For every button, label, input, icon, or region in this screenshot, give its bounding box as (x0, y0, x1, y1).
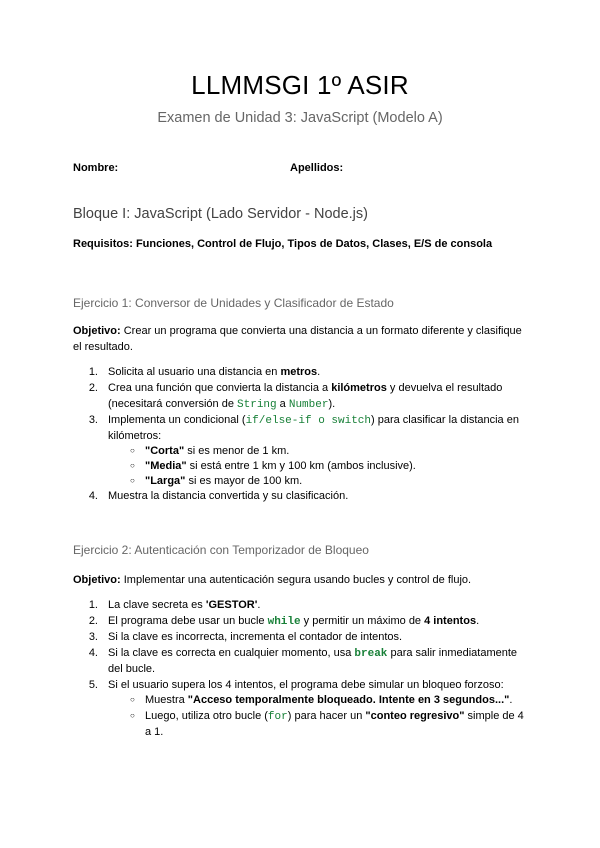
document-subtitle: Examen de Unidad 3: JavaScript (Modelo A) (157, 110, 443, 126)
list-item: Implementa un condicional (if/else-if o switch) para clasificar la distancia en (108, 414, 519, 427)
list-item: Si la clave es incorrecta, incrementa el contador de intentos. (108, 631, 403, 643)
exercise-1-title: Ejercicio 1: Conversor de Unidades y Clasificador de Estado (73, 296, 394, 310)
exercise-1-objective (73, 323, 543, 339)
step-number: 5. (88, 679, 98, 691)
list-item: El programa debe usar un bucle while y permitir un máximo de 4 intentos. (108, 615, 480, 628)
bullet-icon: ○ (130, 711, 135, 720)
code-break: break (354, 648, 388, 660)
list-item-cont: kilómetros: (108, 430, 162, 442)
sub-item-cont: a 1. (145, 726, 164, 738)
list-item: Si el usuario supera los 4 intentos, el programa debe simular un bloqueo forzoso: (108, 679, 504, 691)
block-title: Bloque I: JavaScript (Lado Servidor - Node.js) (73, 206, 368, 222)
bullet-icon: ○ (130, 476, 135, 485)
code-number: Number (288, 399, 329, 411)
step-number: 4. (88, 490, 98, 502)
step-number: 4. (88, 647, 98, 659)
step-number: 1. (88, 599, 98, 611)
step-number: 3. (88, 631, 98, 643)
sub-item: "Corta" si es menor de 1 km. (145, 445, 290, 457)
list-item: Crea una función que convierta la distancia a kilómetros y devuelva el resultado (108, 382, 503, 394)
list-item: La clave secreta es 'GESTOR'. (108, 599, 261, 611)
code-for: for (267, 711, 288, 723)
sub-item: Luego, utiliza otro bucle (for) para hacer un "conteo regresivo" simple de 4 (145, 710, 524, 723)
step-number: 2. (88, 615, 98, 627)
objective-text: Crear un programa que convierta una distancia a un formato diferente y clasifique (123, 325, 522, 337)
objective-label: Objetivo: (73, 325, 121, 337)
objective-label: Objetivo: (73, 574, 121, 586)
sub-item: "Larga" si es mayor de 100 km. (145, 475, 303, 487)
exercise-2-title: Ejercicio 2: Autenticación con Temporizador de Bloqueo (73, 543, 369, 557)
exercise-2-objective (73, 572, 471, 588)
surname-label: Apellidos: (290, 162, 344, 174)
list-item-cont: (necesitará conversión de String a Number). (108, 398, 336, 411)
step-number: 1. (88, 366, 98, 378)
step-number: 2. (88, 382, 98, 394)
code-while: while (267, 616, 301, 628)
code-string: String (237, 399, 277, 411)
list-item-cont: del bucle. (108, 663, 156, 675)
objective-text: Implementar una autenticación segura usando bucles y control de flujo. (123, 574, 472, 586)
step-number: 3. (88, 414, 98, 426)
document-title: LLMMSGI 1º ASIR (191, 70, 409, 100)
bullet-icon: ○ (130, 695, 135, 704)
list-item: Si la clave es correcta en cualquier momento, usa break para salir inmediatamente (108, 647, 518, 660)
code-conditional: if/else-if o switch (245, 415, 371, 427)
exercise-1-objective-cont: el resultado. (73, 341, 133, 353)
name-label: Nombre: (73, 162, 119, 174)
bullet-icon: ○ (130, 446, 135, 455)
sub-item: "Media" si está entre 1 km y 100 km (ambos inclusive). (145, 460, 416, 472)
list-item: Solicita al usuario una distancia en metros. (108, 366, 321, 378)
sub-item: Muestra "Acceso temporalmente bloqueado. Intente en 3 segundos...". (145, 694, 513, 706)
bullet-icon: ○ (130, 461, 135, 470)
block-requirements: Requisitos: Funciones, Control de Flujo, Tipos de Datos, Clases, E/S de consola (73, 238, 493, 250)
list-item: Muestra la distancia convertida y su clasificación. (108, 490, 349, 502)
